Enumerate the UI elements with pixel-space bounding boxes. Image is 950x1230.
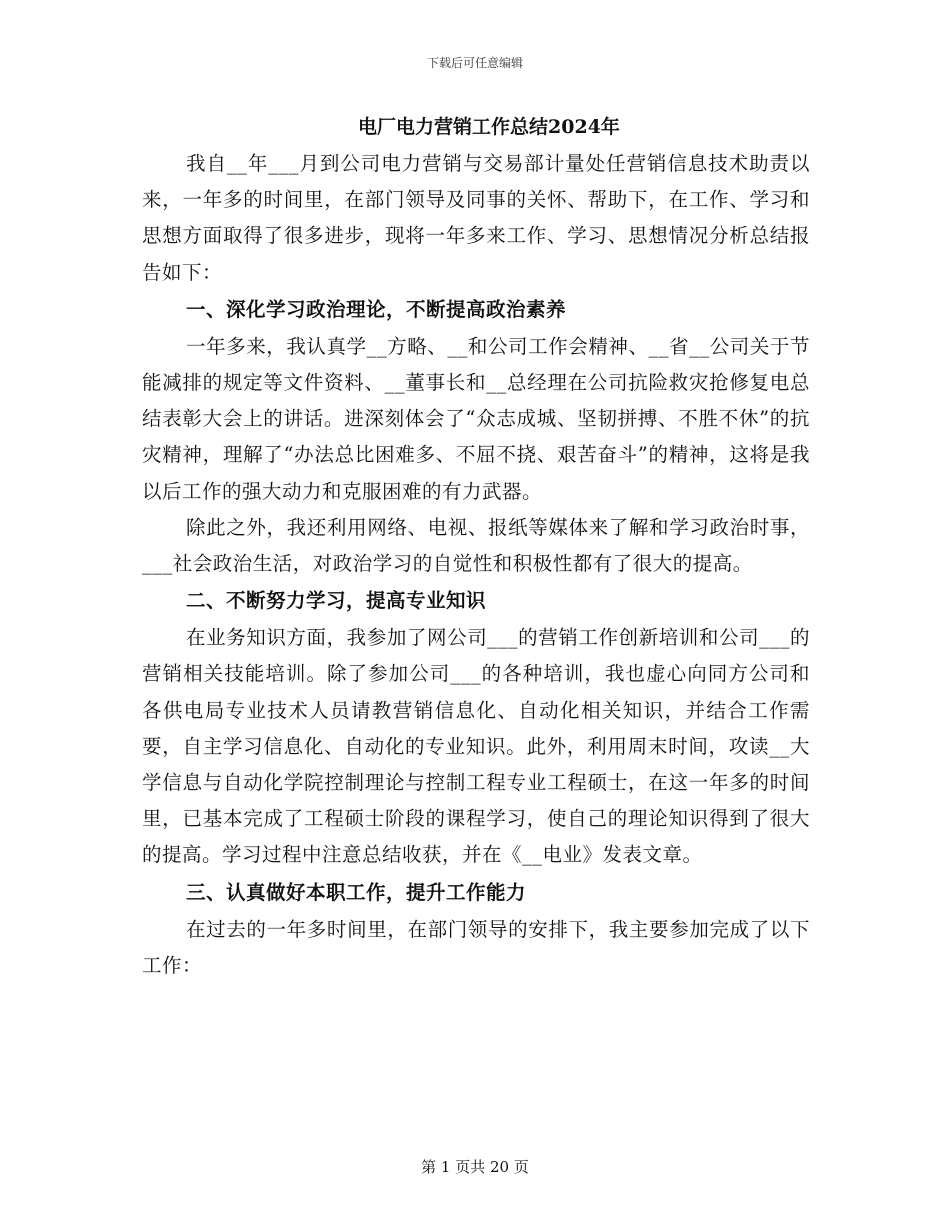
- document-title: 电厂电力营销工作总结2024年: [358, 116, 620, 138]
- section-heading-3: 三、认真做好本职工作，提升工作能力: [186, 880, 527, 904]
- page-number: 第 1 页共 20 页: [421, 1158, 529, 1176]
- section-heading-1: 一、深化学习政治理论，不断提高政治素养: [186, 297, 567, 321]
- paragraph-work: 在过去的一年多时间里，在部门领导的安排下，我主要参加完成了以下工作：: [142, 917, 810, 977]
- paragraph-politics-2: 除此之外，我还利用网络、电视、报纸等媒体来了解和学习政治时事，___社会政治生活，对政治学习的自觉性和积极性都有了很大的提高。: [142, 515, 810, 576]
- paragraph-study: 在业务知识方面，我参加了网公司___的营销工作创新培训和公司___的营销相关技能培训。除了参加公司___的各种培训，我也虚心向同方公司和各供电局专业技术人员请教营销信息化、自动化相关知识，并结合工作需要，自主学习信息化、自动化的专业知识。此外，利用周末时间，攻读__大学信息与自动化学院控制理论与控制工程专业工程硕士，在这一年多的时间里，已基本完成了工程硕士阶段的课程学习，使自己的理论知识得到了很大的提高。学习过程中注意总结收获，并在《__电业》发表文章。: [142, 626, 810, 867]
- download-note: 下载后可任意编辑: [426, 56, 523, 70]
- document-body: [142, 108, 810, 984]
- paragraph-politics-1: 一年多来，我认真学__方略、__和公司工作会精神、__省__公司关于节能减排的规定等文件资料、__董事长和__总经理在公司抗险救灾抢修复电总结表彰大会上的讲话。进深刻体会了“众志成城、坚韧拼搏、不胜不休”的抗灾精神，理解了“办法总比困难多、不屈不挠、艰苦奋斗”的精神，这将是我以后工作的强大动力和克服困难的有力武器。: [142, 334, 810, 503]
- section-heading-2: 二、不断努力学习，提高专业知识: [186, 589, 487, 613]
- paragraph-intro: 我自__年___月到公司电力营销与交易部计量处任营销信息技术助责以来，一年多的时间里，在部门领导及同事的关怀、帮助下，在工作、学习和思想方面取得了很多进步，现将一年多来工作、学习、思想情况分析总结报告如下：: [142, 152, 810, 284]
